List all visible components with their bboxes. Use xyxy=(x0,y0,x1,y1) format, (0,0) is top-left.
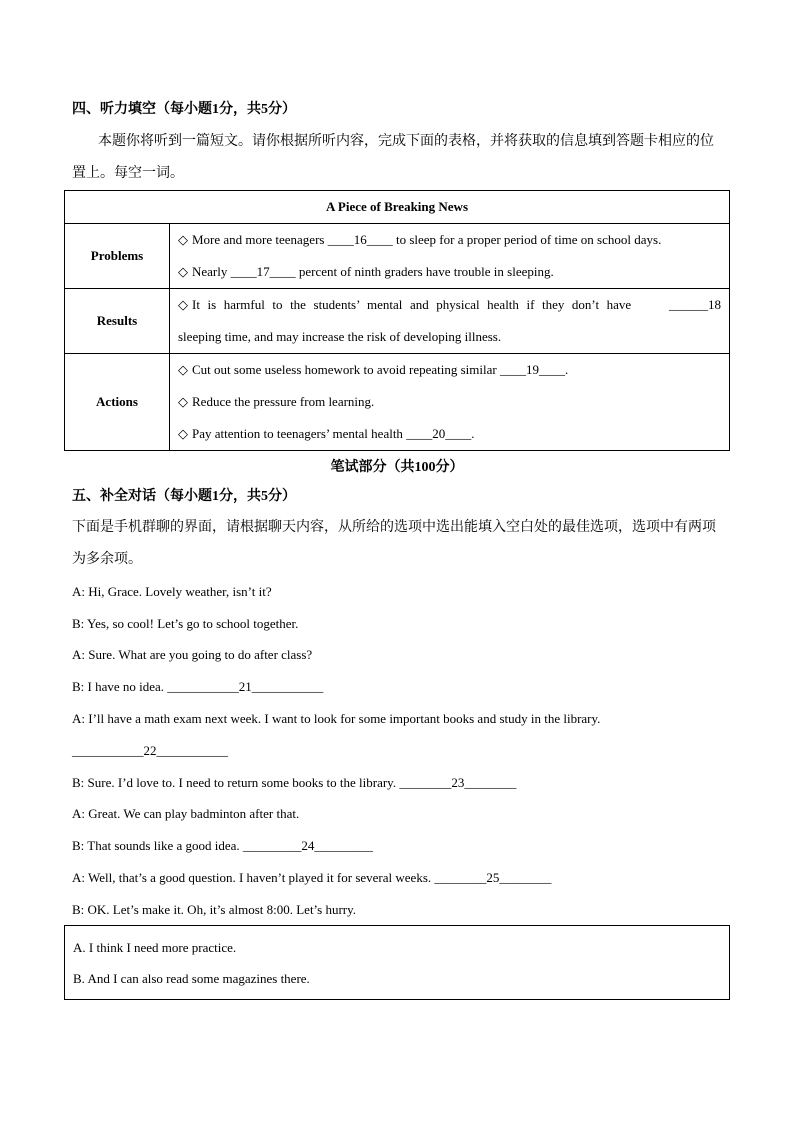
dialogue-line: ___________22___________ xyxy=(72,743,228,758)
section5-intro-line2: 为多余项。 xyxy=(72,552,142,567)
option-b: B. And I can also read some magazines there. xyxy=(73,971,310,986)
problems-content xyxy=(170,224,730,289)
options-box xyxy=(64,925,730,1000)
results-content xyxy=(170,289,730,354)
answer-blank-18: ______18 xyxy=(669,297,721,312)
table-title: A Piece of Breaking News xyxy=(65,191,730,224)
dialogue-line: B: That sounds like a good idea. _________24_________ xyxy=(72,838,373,853)
table-item: ◇ It is harmful to the students’ mental and physical health if they don’t have ______18 xyxy=(178,289,721,321)
diamond-bullet-icon: ◇ xyxy=(178,394,188,409)
diamond-bullet-icon: ◇ xyxy=(178,362,188,377)
breaking-news-table xyxy=(64,190,730,451)
section4-heading: 四、听力填空（每小题1分，共5分） xyxy=(72,102,296,117)
section5-heading: 五、补全对话（每小题1分，共5分） xyxy=(72,489,296,504)
dialogue-line: A: Great. We can play badminton after that. xyxy=(72,806,300,821)
dialogue-line: A: Sure. What are you going to do after class? xyxy=(72,647,313,662)
table-item: ◇ Pay attention to teenagers’ mental health ____20____. xyxy=(178,426,475,441)
dialogue-line: A: Well, that’s a good question. I haven’t played it for several weeks. ________25________ xyxy=(72,870,552,885)
section4-intro-line2: 置上。每空一词。 xyxy=(72,166,184,181)
row-label-results: Results xyxy=(65,289,170,354)
table-item: ◇ Reduce the pressure from learning. xyxy=(178,394,375,409)
dialogue-line: A: Hi, Grace. Lovely weather, isn’t it? xyxy=(72,584,272,599)
row-label-actions: Actions xyxy=(65,354,170,451)
diamond-bullet-icon: ◇ xyxy=(178,264,188,279)
table-item: ◇ Cut out some useless homework to avoid repeating similar ____19____. xyxy=(178,362,569,377)
written-part-heading: 笔试部分（共100分） xyxy=(330,460,464,475)
actions-content xyxy=(170,354,730,451)
section4-intro-line1: 本题你将听到一篇短文。请你根据所听内容，完成下面的表格，并将获取的信息填到答题卡相应的位 xyxy=(98,134,714,149)
table-item: sleeping time, and may increase the risk of developing illness. xyxy=(178,329,502,344)
option-a: A. I think I need more practice. xyxy=(73,940,237,955)
diamond-bullet-icon: ◇ xyxy=(178,426,188,441)
dialogue-line: A: I’ll have a math exam next week. I want to look for some important books and study in the library. xyxy=(72,711,601,726)
answer-blank-16: ____16____ xyxy=(327,232,393,247)
diamond-bullet-icon: ◇ xyxy=(178,232,188,247)
section5-intro-line1: 下面是手机群聊的界面，请根据聊天内容，从所给的选项中选出能填入空白处的最佳选项，选项中有两项 xyxy=(72,520,716,535)
table-item: ◇ Nearly ____17____ percent of ninth graders have trouble in sleeping. xyxy=(178,264,554,279)
dialogue-line: B: OK. Let’s make it. Oh, it’s almost 8:00. Let’s hurry. xyxy=(72,902,357,917)
diamond-bullet-icon: ◇ xyxy=(178,297,188,312)
dialogue-line: B: I have no idea. ___________21___________ xyxy=(72,679,324,694)
row-label-problems: Problems xyxy=(65,224,170,289)
answer-blank-19: ____19____ xyxy=(499,362,565,377)
dialogue-line: B: Sure. I’d love to. I need to return some books to the library. ________23________ xyxy=(72,775,517,790)
table-item: ◇ More and more teenagers ____16____ to sleep for a proper period of time on school days. xyxy=(178,232,662,247)
answer-blank-20: ____20____ xyxy=(406,426,472,441)
dialogue-line: B: Yes, so cool! Let’s go to school together. xyxy=(72,616,299,631)
answer-blank-17: ____17____ xyxy=(230,264,296,279)
